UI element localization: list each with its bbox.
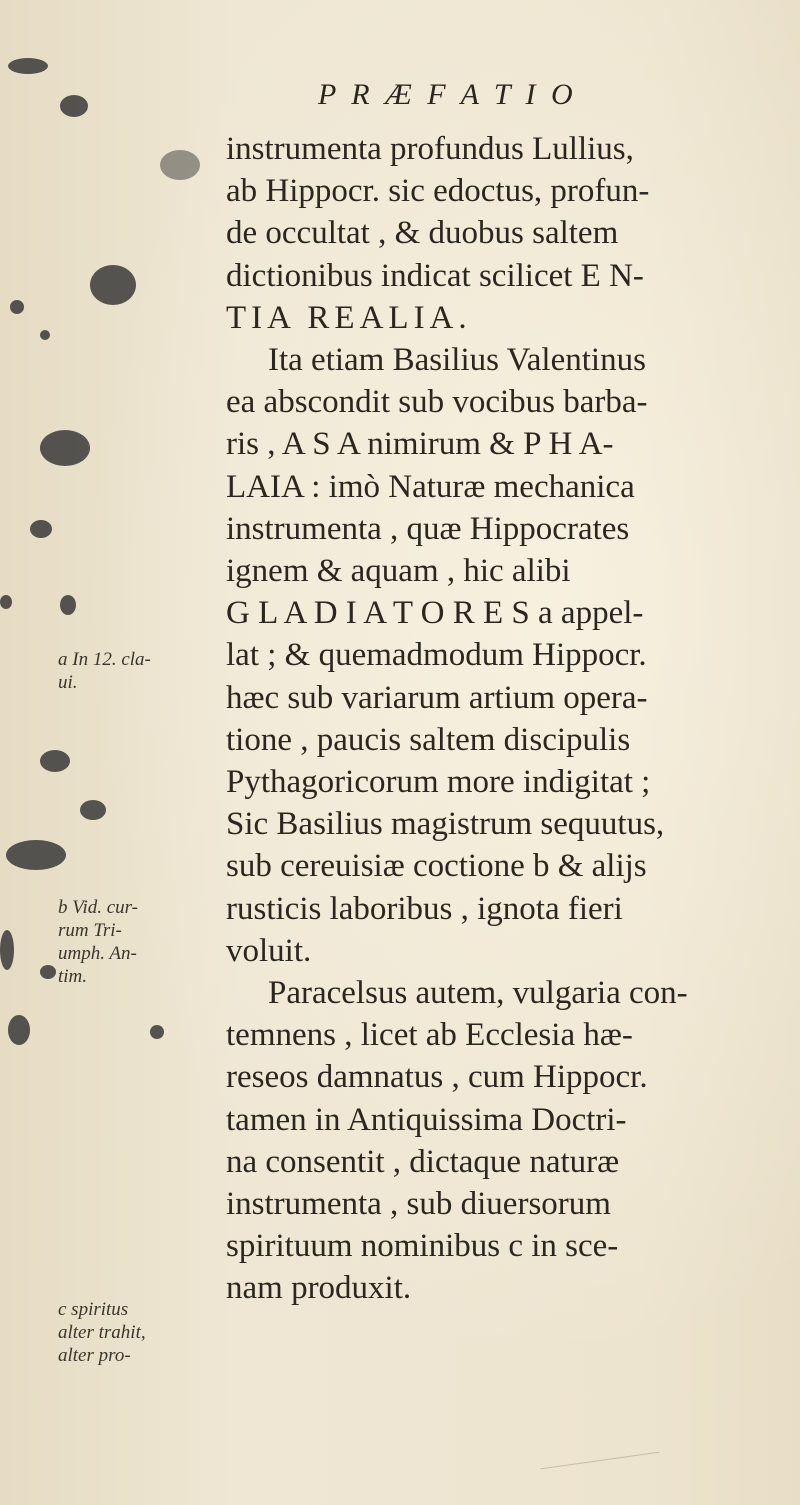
faint-pencil-mark: [541, 1452, 660, 1470]
text-line: hæc sub variarum artium opera-: [226, 679, 648, 716]
text-line: sub cereuisiæ coctione b & alijs: [226, 848, 647, 885]
margin-note-b: [58, 896, 228, 988]
ink-stain: [40, 965, 56, 979]
text-line: instrumenta profundus Lullius,: [226, 131, 634, 167]
ink-stain: [90, 265, 136, 305]
text-line: lat ; & quemadmodum Hippocr.: [226, 637, 647, 674]
margin-note-line: alter trahit,: [58, 1322, 146, 1343]
text-line: reseos damnatus , cum Hippocr.: [226, 1059, 648, 1096]
text-line: ris , A S A nimirum & P H A-: [226, 426, 614, 463]
ink-stain: [40, 750, 70, 772]
ink-stain: [40, 430, 90, 466]
margin-note-line: ui.: [58, 672, 78, 693]
text-line: Ita etiam Basilius Valentinus: [268, 342, 646, 379]
ink-stain: [8, 1015, 30, 1045]
ink-stain: [30, 520, 52, 538]
text-line: dictionibus indicat scilicet E N-: [226, 257, 644, 294]
margin-note-line: c spiritus: [58, 1299, 129, 1320]
ink-stain: [6, 840, 66, 870]
margin-note-line: rum Tri-: [58, 920, 122, 941]
text-line: tamen in Antiquissima Doctri-: [226, 1101, 627, 1138]
margin-note-c: [58, 1298, 228, 1367]
margin-note-line: alter pro-: [58, 1345, 131, 1366]
ink-stain: [60, 95, 88, 117]
ink-stain: [60, 595, 76, 615]
text-line: Paracelsus autem, vulgaria con-: [268, 975, 688, 1012]
text-line: nam produxit.: [226, 1270, 412, 1307]
margin-note-line: umph. An-: [58, 943, 137, 964]
text-line: G L A D I A T O R E S a appel-: [226, 595, 644, 632]
text-line: spirituum nominibus c in sce-: [226, 1228, 619, 1265]
ink-stain: [40, 330, 50, 340]
text-line: ignem & aquam , hic alibi: [226, 553, 571, 590]
text-line: na consentit , dictaque naturæ: [226, 1143, 620, 1180]
text-line: ea abscondit sub vocibus barba-: [226, 384, 648, 421]
ink-stain: [8, 58, 48, 74]
text-line: de occultat , & duobus saltem: [226, 215, 619, 252]
ink-stain: [10, 300, 24, 314]
text-line: Sic Basilius magistrum sequutus,: [226, 806, 665, 843]
text-line: instrumenta , quæ Hippocrates: [226, 510, 630, 547]
ink-stain: [80, 800, 106, 820]
text-line: instrumenta , sub diuersorum: [226, 1186, 611, 1223]
running-head: P R Æ F A T I O: [318, 78, 577, 111]
text-line: rusticis laboribus , ignota fieri: [226, 890, 623, 927]
text-line: tione , paucis saltem discipulis: [226, 721, 631, 758]
margin-note-a: [58, 648, 228, 694]
text-line: LAIA : imò Naturæ mechanica: [226, 468, 635, 505]
ink-stain: [160, 150, 200, 180]
margin-note-line: b Vid. cur-: [58, 897, 138, 918]
ink-stain: [0, 930, 14, 970]
text-line: Pythagoricorum more indigitat ;: [226, 764, 651, 801]
text-line: ab Hippocr. sic edoctus, profun-: [226, 173, 650, 210]
text-line: voluit.: [226, 932, 312, 969]
margin-note-line: tim.: [58, 966, 88, 987]
text-line: TIA REALIA.: [226, 299, 472, 336]
ink-stain: [150, 1025, 164, 1039]
text-line: temnens , licet ab Ecclesia hæ-: [226, 1017, 633, 1054]
margin-note-line: a In 12. cla-: [58, 649, 151, 670]
ink-stain: [0, 595, 12, 609]
body-text: [226, 128, 786, 1310]
